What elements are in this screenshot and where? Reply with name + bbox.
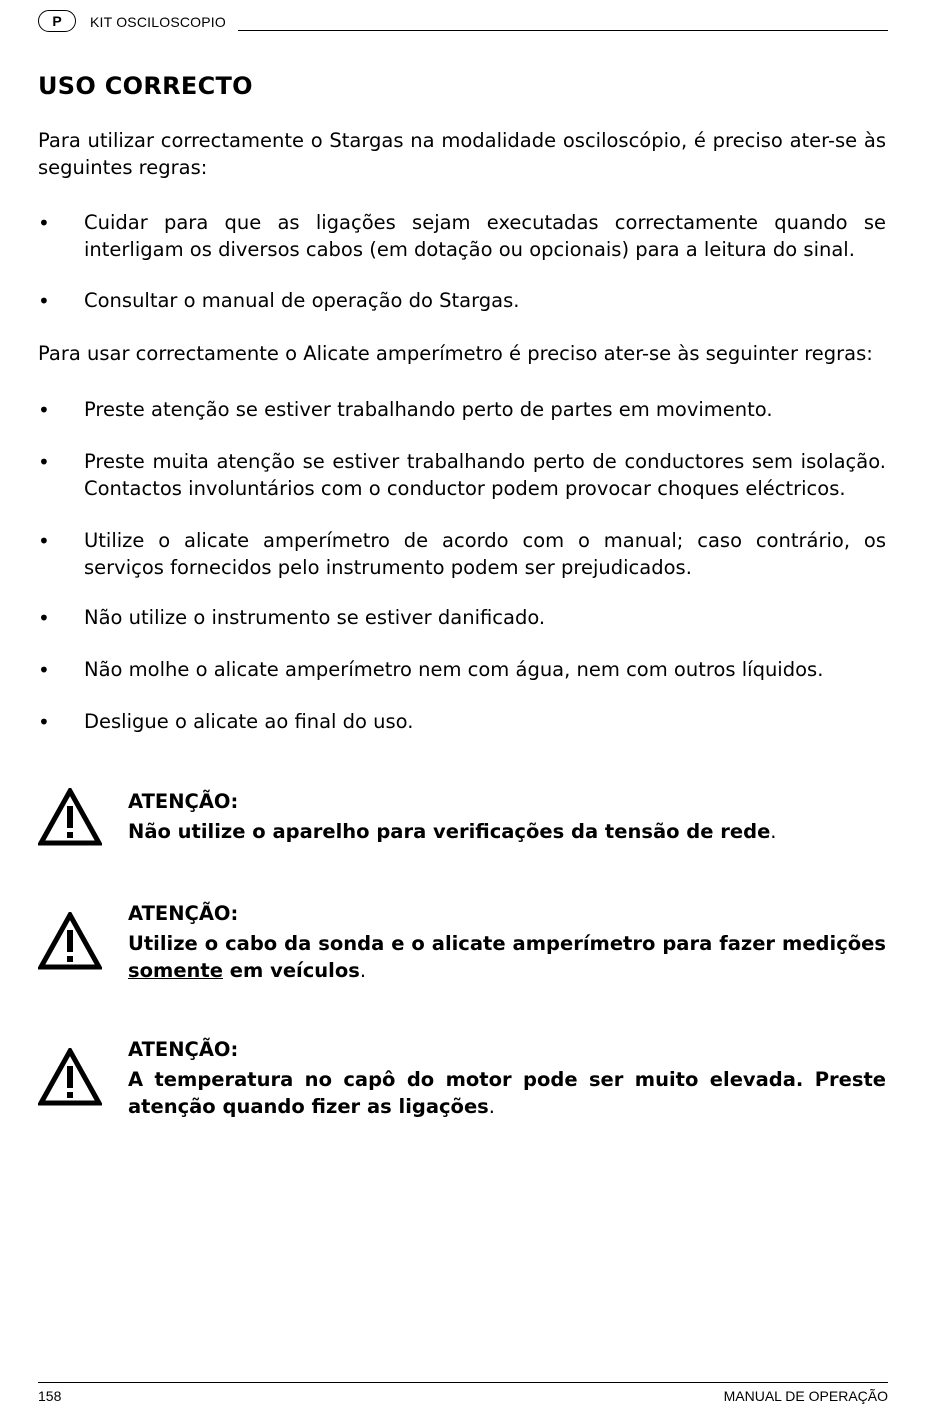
list-item [38,528,886,581]
warning-text-end: . [770,820,777,843]
list-item-text: Utilize o alicate amperímetro de acordo com o manual; caso contrário, os serviços fornecidos pelo instrumento podem ser prejudicados. [84,529,886,579]
warning-text-main: Utilize o cabo da sonda e o alicate amperímetro para fazer medições [128,932,886,955]
language-badge: P [38,10,76,32]
page-number: 158 [38,1388,62,1404]
list-item-text: Não molhe o alicate amperímetro nem com água, nem com outros líquidos. [84,658,824,681]
warning-triangle-icon [38,788,102,846]
warning-text [128,818,886,845]
list-item-text: Consultar o manual de operação do Stargas. [84,289,520,312]
warning-box [38,788,886,845]
list-item-text: Desligue o alicate ao final do uso. [84,710,414,733]
list-item-text: Cuidar para que as ligações sejam executadas correctamente quando se interligam os diversos cabos (em dotação ou opcionais) para a leitura do sinal. [84,211,886,261]
list-item [38,397,886,424]
list-item [38,288,886,315]
list-item [38,657,886,684]
bullet-icon: • [38,211,50,235]
warning-title: ATENÇÃO: [128,790,239,813]
bullet-icon: • [38,658,50,682]
warning-triangle-icon [38,1048,102,1106]
warning-text-underlined: somente [128,959,223,982]
bullet-icon: • [38,450,50,474]
warning-text [128,930,886,984]
warning-text-end: . [359,959,367,982]
list-item [38,605,886,632]
bullet-icon: • [38,529,50,553]
warning-title: ATENÇÃO: [128,1038,239,1061]
warning-text-main: Não utilize o aparelho para verificações da tensão de rede [128,820,771,843]
list-item-text: Preste muita atenção se estiver trabalhando perto de conductores sem isolação. Contactos involuntários com o conductor podem provocar choques eléctricos. [84,450,886,500]
intro-text-1: Para utilizar correctamente o Stargas na modalidade osciloscópio, é preciso ater-se às seguintes regras: [38,129,886,179]
intro-paragraph-1 [38,128,886,181]
header-title: KIT OSCILOSCOPIO [90,14,226,30]
page-header [38,10,888,36]
warning-text-main: A temperatura no capô do motor pode ser muito elevada. Preste atenção quando fizer as ligações [128,1068,886,1118]
intro-text-2: Para usar correctamente o Alicate amperímetro é preciso ater-se às seguinter regras: [38,342,873,365]
bullet-icon: • [38,606,50,630]
warning-text [128,1066,886,1120]
warning-text-end: . [488,1095,495,1118]
list-item-text: Não utilize o instrumento se estiver danificado. [84,606,546,629]
warning-title: ATENÇÃO: [128,902,239,925]
footer-rule [38,1382,888,1383]
bullet-icon: • [38,710,50,734]
footer-manual-label: MANUAL DE OPERAÇÃO [723,1388,888,1404]
warning-triangle-icon [38,912,102,970]
list-item [38,210,886,263]
page-title: USO CORRECTO [38,72,253,100]
header-rule [238,30,888,31]
warning-box [38,900,886,984]
intro-paragraph-2 [38,341,886,368]
warning-box [38,1036,886,1120]
bullet-icon: • [38,289,50,313]
list-item-text: Preste atenção se estiver trabalhando perto de partes em movimento. [84,398,773,421]
bullet-icon: • [38,398,50,422]
warning-text-rest: em veículos [222,959,360,982]
list-item [38,449,886,502]
list-item [38,709,886,736]
